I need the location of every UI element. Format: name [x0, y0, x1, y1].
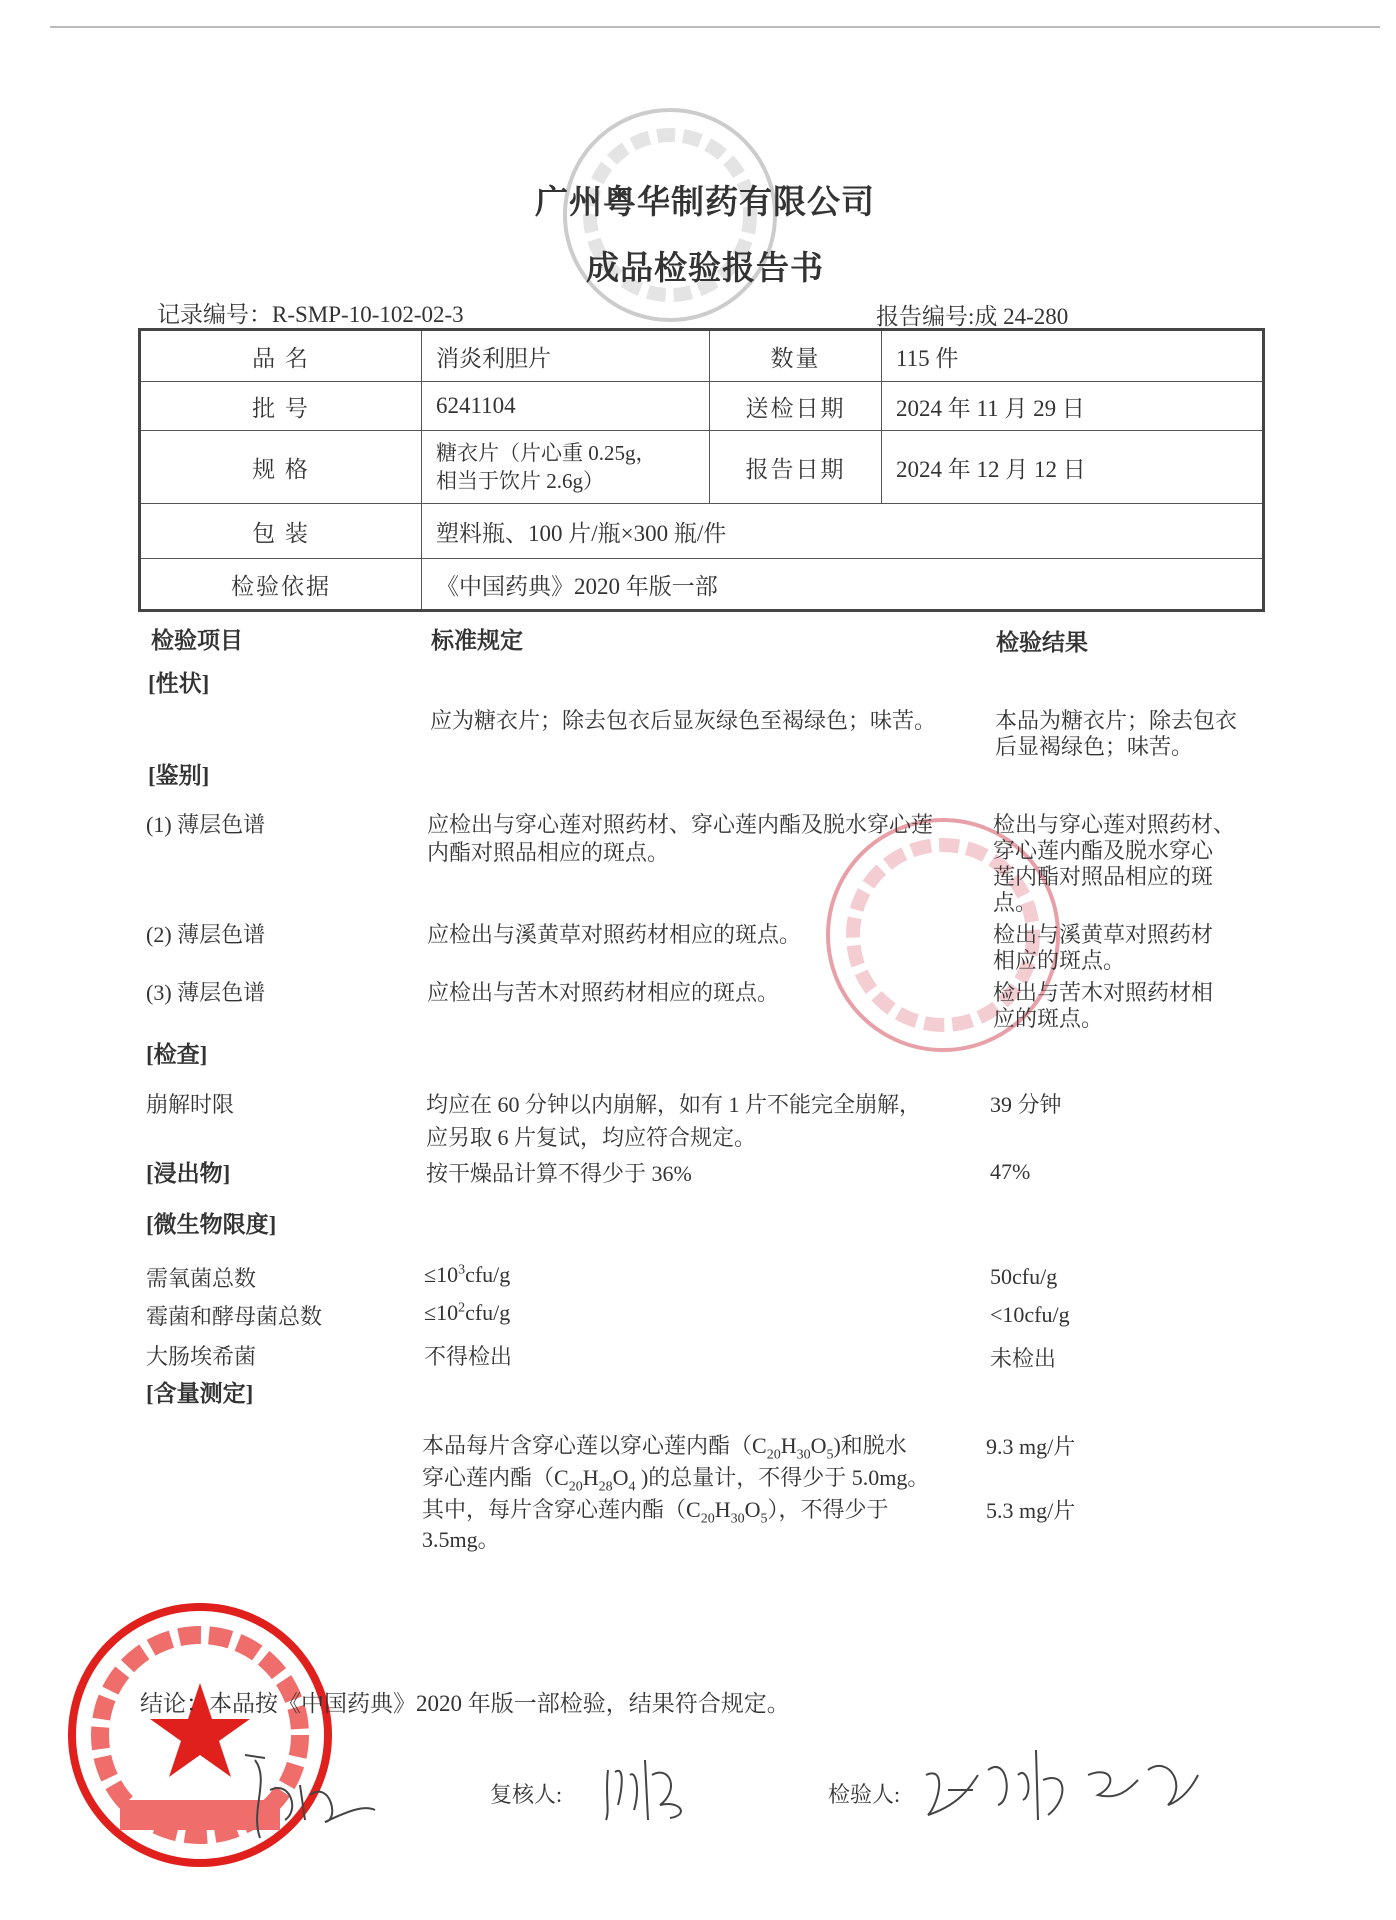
identification-result-line: 应的斑点。 [993, 1006, 1104, 1031]
appearance-result-1: 本品为糖衣片；除去包衣 [995, 708, 1238, 733]
document-title: 成品检验报告书 [586, 251, 824, 287]
assay-text: )的总量计，不得少于 5.0mg。 [635, 1465, 930, 1490]
inspector-signature [918, 1745, 1208, 1825]
standard-unit: cfu/g [465, 1262, 511, 1287]
report-date: 2024 年 12 月 12 日 [882, 431, 1264, 504]
record-number: 记录编号：R-SMP-10-102-02-3 [157, 302, 464, 327]
formula-subscript: 5 [760, 1511, 768, 1527]
standard-value: ≤10 [424, 1262, 459, 1287]
batch-label: 批 号 [140, 382, 422, 431]
identification-result-line: 莲内酯对照品相应的斑 [993, 864, 1214, 889]
product-name: 消炎利胆片 [422, 330, 710, 382]
conclusion: 结论：本品按《中国药典》2020 年版一部检验，结果符合规定。 [140, 1691, 790, 1716]
section-assay: [含量测定] [146, 1381, 254, 1406]
assay-standard-line [422, 1461, 929, 1495]
identification-result-line: 检出与苦木对照药材相 [993, 980, 1214, 1005]
column-item: 检验项目 [151, 628, 243, 653]
product-info-table [138, 328, 1265, 612]
section-identification: [鉴别] [148, 763, 210, 788]
assay-text: ），不得少于 [767, 1497, 889, 1522]
microbial-result: <10cfu/g [990, 1302, 1070, 1327]
spec-label: 规 格 [140, 431, 422, 504]
assay-result-total: 9.3 mg/片 [986, 1434, 1076, 1459]
quantity-label: 数量 [710, 330, 882, 382]
report-date-label: 报告日期 [710, 431, 882, 504]
standard-exponent: 2 [458, 1300, 466, 1316]
formula-subscript: 30 [796, 1447, 811, 1463]
reviewer-signature [600, 1750, 700, 1825]
formula-subscript: 28 [598, 1479, 613, 1495]
package-label: 包 装 [140, 504, 422, 559]
section-microbial: [微生物限度] [146, 1212, 277, 1237]
assay-text: 3.5mg。 [422, 1527, 500, 1552]
spec-line-1: 糖衣片（片心重 0.25g， [436, 441, 657, 465]
formula-subscript: 4 [628, 1479, 636, 1495]
assay-text: H [582, 1465, 599, 1490]
approver-signature [230, 1750, 380, 1840]
submit-date: 2024 年 11 月 29 日 [882, 382, 1264, 431]
formula-subscript: 30 [730, 1511, 745, 1527]
identification-standard-line: 应检出与穿心莲对照药材、穿心莲内酯及脱水穿心莲 [427, 812, 934, 837]
assay-standard-line [422, 1523, 500, 1554]
identification-result-line: 检出与溪黄草对照药材 [993, 922, 1214, 947]
submit-date-label: 送检日期 [710, 382, 882, 431]
package: 塑料瓶、100 片/瓶×300 瓶/件 [422, 504, 1264, 559]
identification-result-line: 检出与穿心莲对照药材、 [993, 812, 1236, 837]
assay-result-andrographolide: 5.3 mg/片 [986, 1498, 1076, 1523]
microbial-standard [424, 1300, 510, 1326]
batch-number: 6241104 [422, 382, 710, 431]
extract-result: 47% [990, 1159, 1031, 1184]
identification-result-line: 相应的斑点。 [993, 948, 1126, 973]
column-standard: 标准规定 [431, 628, 523, 653]
inspector-label: 检验人: [828, 1782, 901, 1807]
standard-value: ≤10 [424, 1300, 459, 1325]
identification-standard-line: 应检出与苦木对照药材相应的斑点。 [427, 980, 780, 1005]
section-inspection: [检查] [146, 1042, 208, 1067]
report-number: 报告编号:成 24-280 [876, 304, 1069, 329]
section-extract: [浸出物] [146, 1161, 231, 1186]
identification-item-name: (3) 薄层色谱 [146, 980, 266, 1005]
appearance-standard: 应为糖衣片；除去包衣后显灰绿色至褐绿色；味苦。 [430, 708, 937, 733]
identification-item-name: (1) 薄层色谱 [146, 812, 266, 837]
section-appearance: [性状] [148, 671, 210, 696]
microbial-item-name: 需氧菌总数 [146, 1266, 257, 1291]
assay-text: O [612, 1465, 629, 1490]
company-name: 广州粤华制药有限公司 [535, 185, 875, 221]
disintegration-name: 崩解时限 [146, 1092, 235, 1117]
formula-subscript: 5 [826, 1447, 834, 1463]
reviewer-label: 复核人: [490, 1782, 563, 1807]
microbial-result: 50cfu/g [990, 1264, 1058, 1289]
assay-standard-line [422, 1429, 907, 1463]
identification-result-line: 点。 [993, 890, 1038, 915]
identification-result-line: 穿心莲内酯及脱水穿心 [993, 838, 1214, 863]
disintegration-result: 39 分钟 [990, 1092, 1062, 1117]
identification-standard-line: 内酯对照品相应的斑点。 [427, 840, 670, 865]
appearance-result-2: 后显褐绿色；味苦。 [995, 734, 1194, 759]
spec-line-2: 相当于饮片 2.6g） [436, 469, 604, 493]
product-name-label: 品 名 [140, 330, 422, 382]
formula-subscript: 20 [568, 1479, 583, 1495]
assay-text: H [714, 1497, 731, 1522]
column-result: 检验结果 [996, 630, 1088, 655]
identification-standard-line: 应检出与溪黄草对照药材相应的斑点。 [427, 922, 802, 947]
microbial-item-name: 霉菌和酵母菌总数 [146, 1304, 323, 1329]
scan-edge-line [50, 26, 1380, 28]
formula-subscript: 20 [700, 1511, 715, 1527]
microbial-standard [424, 1340, 512, 1371]
microbial-result: 未检出 [990, 1346, 1057, 1371]
standard-exponent: 3 [458, 1262, 466, 1278]
formula-subscript: 20 [766, 1447, 781, 1463]
basis-label: 检验依据 [140, 559, 422, 611]
disintegration-standard-1: 均应在 60 分钟以内崩解，如有 1 片不能完全崩解， [426, 1092, 922, 1117]
assay-text: )和脱水 [833, 1433, 907, 1458]
extract-standard: 按干燥品计算不得少于 36% [426, 1161, 692, 1186]
quantity: 115 件 [882, 330, 1264, 382]
disintegration-standard-2: 应另取 6 片复试，均应符合规定。 [426, 1125, 757, 1150]
assay-text: 穿心莲内酯（C [422, 1465, 569, 1490]
assay-text: O [810, 1433, 827, 1458]
identification-item-name: (2) 薄层色谱 [146, 922, 266, 947]
assay-text: H [780, 1433, 797, 1458]
standard-value: 不得检出 [424, 1344, 513, 1369]
microbial-item-name: 大肠埃希菌 [146, 1344, 257, 1369]
assay-text: 其中，每片含穿心莲内酯（C [422, 1497, 701, 1522]
standard-unit: cfu/g [465, 1300, 511, 1325]
assay-text: O [744, 1497, 761, 1522]
microbial-standard [424, 1262, 510, 1288]
assay-text: 本品每片含穿心莲以穿心莲内酯（C [422, 1433, 767, 1458]
basis: 《中国药典》2020 年版一部 [422, 559, 1264, 611]
